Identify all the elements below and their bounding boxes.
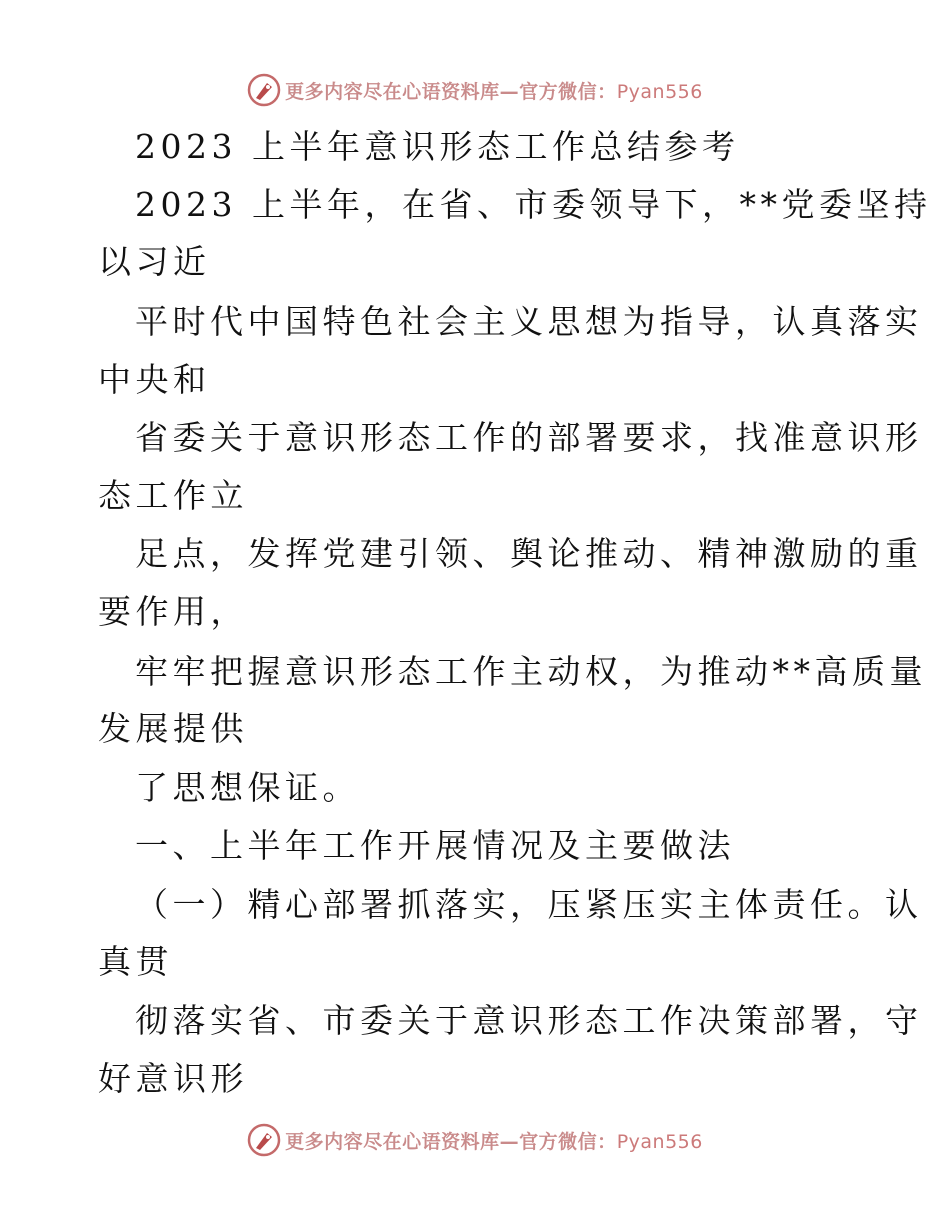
paragraph-line: 发展提供 (98, 709, 248, 748)
pen-nib-logo-icon (247, 73, 281, 107)
paragraph-line: 足点，发挥党建引领、舆论推动、精神激励的重 (135, 534, 923, 573)
watermark-id: Pyan556 (616, 1130, 703, 1153)
pen-nib-logo-icon (247, 1123, 281, 1157)
section-heading: 一、上半年工作开展情况及主要做法 (135, 826, 735, 865)
paragraph-line: 牢牢把握意识形态工作主动权，为推动**高质量 (135, 652, 927, 691)
watermark-official: 官方微信： (519, 80, 617, 103)
paragraph-line: 彻落实省、市委关于意识形态工作决策部署，守 (135, 1001, 923, 1040)
watermark-official: 官方微信： (519, 1130, 617, 1153)
subsection-heading: （一）精心部署抓落实，压紧压实主体责任。认 (135, 885, 923, 924)
paragraph-line: 平时代中国特色社会主义思想为指导，认真落实 (135, 302, 923, 341)
paragraph-line: 省委关于意识形态工作的部署要求，找准意识形 (135, 418, 923, 457)
paragraph-line: 了思想保证。 (135, 768, 360, 807)
watermark-text: 更多内容尽在心语资料库 (285, 1130, 500, 1153)
paragraph-line: 中央和 (98, 360, 211, 399)
watermark-id: Pyan556 (616, 80, 703, 103)
paragraph-line: 2023 上半年，在省、市委领导下，**党委坚持 (135, 185, 932, 224)
paragraph-line: 真贯 (98, 942, 173, 981)
watermark-dash: — (499, 1130, 520, 1153)
header-watermark (0, 70, 950, 110)
footer-watermark (0, 1120, 950, 1160)
paragraph-line: 好意识形 (98, 1059, 248, 1098)
document-title: 2023 上半年意识形态工作总结参考 (135, 127, 740, 166)
watermark-text: 更多内容尽在心语资料库 (285, 80, 500, 103)
paragraph-line: 要作用， (98, 592, 248, 631)
watermark-dash: — (499, 80, 520, 103)
paragraph-line: 态工作立 (98, 476, 248, 515)
paragraph-line: 以习近 (98, 242, 211, 281)
